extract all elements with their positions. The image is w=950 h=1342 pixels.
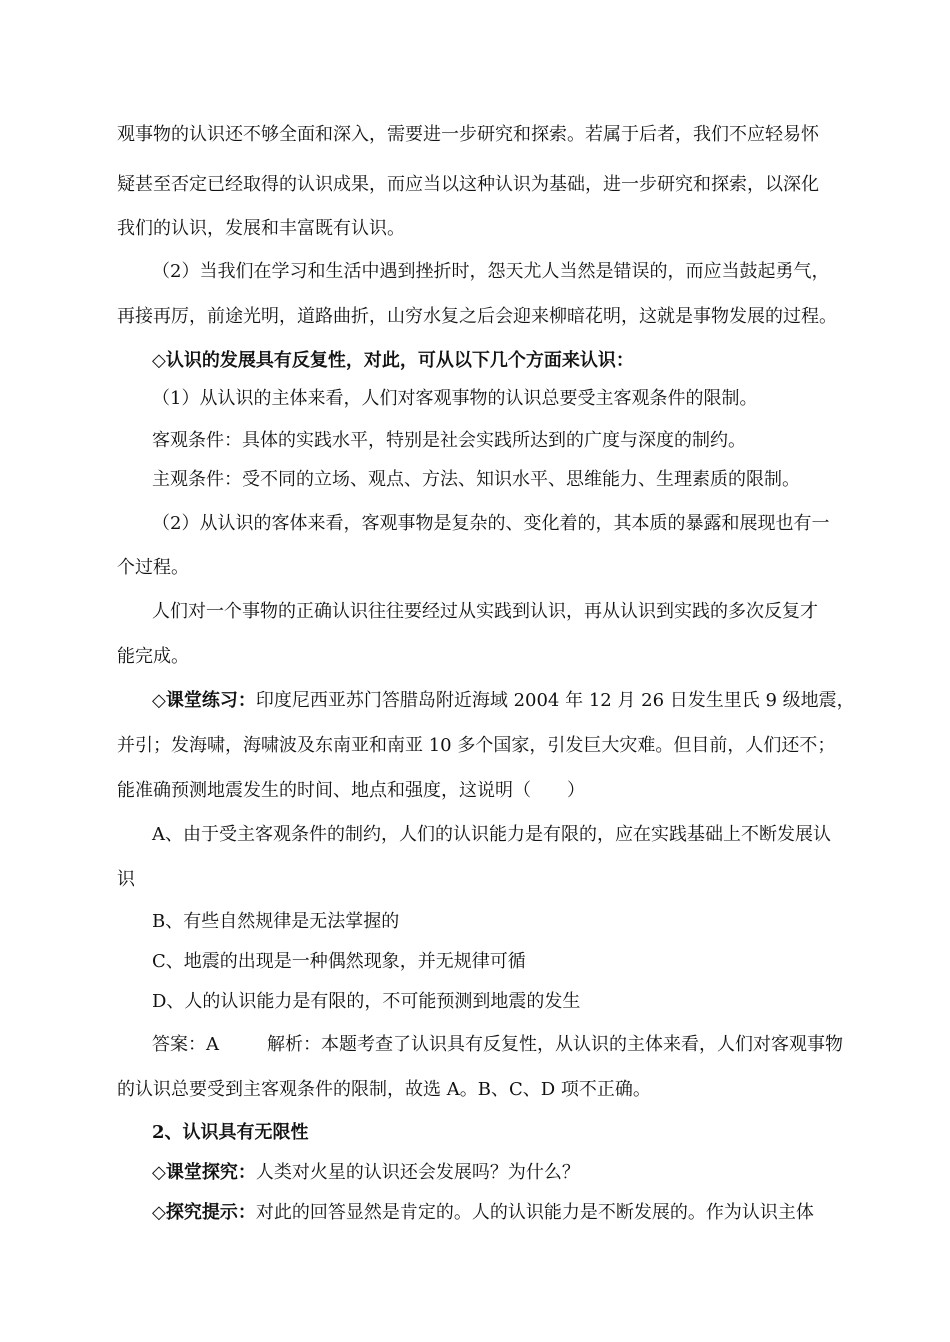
hint-label: ◇探究提示： <box>152 1202 256 1223</box>
option-d: D、人的认识能力是有限的，不可能预测到地震的发生 <box>152 991 581 1012</box>
section-heading: ◇认识的发展具有反复性，对此，可从以下几个方面来认识： <box>152 350 634 371</box>
paragraph-line: 个过程。 <box>117 557 189 578</box>
hint-line <box>152 1201 814 1225</box>
exercise-label: ◇课堂练习： <box>152 690 256 711</box>
inquiry-text: 人类对火星的认识还会发展吗？为什么？ <box>255 1162 580 1183</box>
paragraph-line: 疑甚至否定已经取得的认识成果，而应当以这种认识为基础，进一步研究和探索，以深化 <box>117 174 819 195</box>
exercise-text: 印度尼西亚苏门答腊岛附近海域 2004 年 12 月 26 日发生里氏 9 级地震， <box>255 690 855 711</box>
paragraph-line: 人们对一个事物的正确认识往往要经过从实践到认识，再从认识到实践的多次反复才 <box>152 601 818 622</box>
option-c: C、地震的出现是一种偶然现象，并无规律可循 <box>152 951 526 972</box>
exercise-line <box>152 689 855 713</box>
paragraph-line: 的认识总要受到主客观条件的限制，故选 A。B、C、D 项不正确。 <box>117 1079 651 1100</box>
paragraph-line: 客观条件：具体的实践水平，特别是社会实践所达到的广度与深度的制约。 <box>152 430 746 451</box>
paragraph-line: 能准确预测地震发生的时间、地点和强度，这说明（ ） <box>117 780 585 801</box>
paragraph-line: （1）从认识的主体来看，人们对客观事物的认识总要受主客观条件的限制。 <box>152 388 758 409</box>
answer-label: 答案：A <box>152 1034 219 1055</box>
option-a-continued: 识 <box>117 869 135 890</box>
option-b: B、有些自然规律是无法掌握的 <box>152 911 400 932</box>
option-a: A、由于受主客观条件的制约，人们的认识能力是有限的，应在实践基础上不断发展认 <box>152 824 831 845</box>
inquiry-line <box>152 1161 580 1185</box>
paragraph-line: （2）当我们在学习和生活中遇到挫折时，怨天尤人当然是错误的，而应当鼓起勇气， <box>152 261 830 282</box>
paragraph-line: 再接再厉，前途光明，道路曲折，山穷水复之后会迎来柳暗花明，这就是事物发展的过程。 <box>117 306 837 327</box>
paragraph-line: 主观条件：受不同的立场、观点、方法、知识水平、思维能力、生理素质的限制。 <box>152 469 800 490</box>
paragraph-line: 能完成。 <box>117 646 189 667</box>
answer-line <box>152 1033 843 1057</box>
paragraph-line: （2）从认识的客体来看，客观事物是复杂的、变化着的，其本质的暴露和展现也有一 <box>152 513 830 534</box>
paragraph-line: 并引；发海啸，海啸波及东南亚和南亚 10 多个国家，引发巨大灾难。但目前，人们还不； <box>117 735 836 756</box>
section-heading: 2、认识具有无限性 <box>152 1122 309 1143</box>
paragraph-line: 观事物的认识还不够全面和深入，需要进一步研究和探索。若属于后者，我们不应轻易怀 <box>117 124 819 145</box>
paragraph-line: 我们的认识，发展和丰富既有认识。 <box>117 218 405 239</box>
analysis-text: 解析：本题考查了认识具有反复性，从认识的主体来看，人们对客观事物 <box>267 1034 843 1055</box>
inquiry-label: ◇课堂探究： <box>152 1162 256 1183</box>
hint-text: 对此的回答显然是肯定的。人的认识能力是不断发展的。作为认识主体 <box>255 1202 814 1223</box>
